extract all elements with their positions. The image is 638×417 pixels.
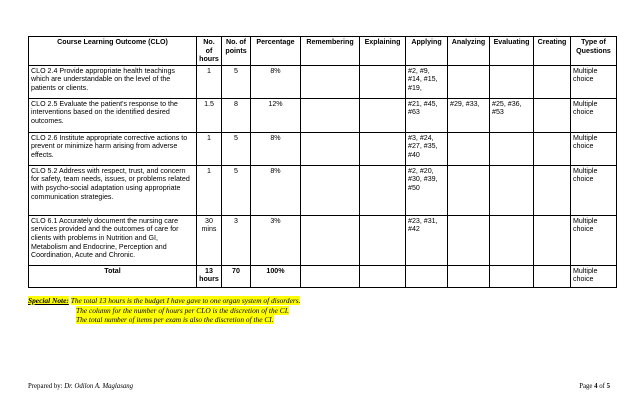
cell-creating bbox=[534, 132, 571, 165]
header-hours: No. of hours bbox=[197, 37, 222, 66]
prepared-by bbox=[28, 383, 133, 390]
cell-points: 5 bbox=[222, 132, 251, 165]
total-empty-cell bbox=[490, 265, 534, 287]
prepared-by-label: Prepared by: bbox=[28, 383, 63, 390]
total-empty-cell bbox=[448, 265, 490, 287]
total-row bbox=[29, 265, 617, 287]
cell-remembering bbox=[301, 98, 360, 132]
cell-analyzing bbox=[448, 215, 490, 265]
cell-hours: 1 bbox=[197, 165, 222, 215]
cell-clo: CLO 2.4 Provide appropriate health teachings which are understandable on the level of the patients or clients. bbox=[29, 65, 197, 98]
cell-percentage: 8% bbox=[251, 65, 301, 98]
cell-analyzing bbox=[448, 132, 490, 165]
cell-points: 5 bbox=[222, 165, 251, 215]
header-remembering: Remembering bbox=[301, 37, 360, 66]
cell-percentage: 12% bbox=[251, 98, 301, 132]
table-row bbox=[29, 165, 617, 215]
total-empty-cell bbox=[534, 265, 571, 287]
cell-applying: #3, #24, #27, #35, #40 bbox=[406, 132, 448, 165]
special-note-line-2: The column for the number of hours per CLO is the discretion of the CI. bbox=[76, 305, 290, 315]
cell-points: 5 bbox=[222, 65, 251, 98]
header-analyzing: Analyzing bbox=[448, 37, 490, 66]
header-evaluating: Evaluating bbox=[490, 37, 534, 66]
cell-clo: CLO 5.2 Address with respect, trust, and concern for safety, team needs, issues, or problems related with psycho-social adaptation using appropriate communication strategies. bbox=[29, 165, 197, 215]
cell-hours: 1 bbox=[197, 65, 222, 98]
clo-table bbox=[28, 36, 617, 288]
page-footer bbox=[28, 383, 610, 390]
special-note-label: Special Note: bbox=[28, 296, 69, 305]
total-label: Total bbox=[29, 265, 197, 287]
page-total: 5 bbox=[606, 383, 610, 390]
table-row bbox=[29, 132, 617, 165]
header-creating: Creating bbox=[534, 37, 571, 66]
special-note-line-3: The total number of items per exam is also the discretion of the CI. bbox=[76, 315, 274, 325]
cell-evaluating bbox=[490, 165, 534, 215]
cell-applying: #2, #20, #30, #39, #50 bbox=[406, 165, 448, 215]
cell-clo: CLO 2.5 Evaluate the patient's response to the interventions based on the identified desired outcomes. bbox=[29, 98, 197, 132]
cell-remembering bbox=[301, 132, 360, 165]
special-note bbox=[28, 296, 300, 325]
header-applying: Applying bbox=[406, 37, 448, 66]
cell-hours: 30 mins bbox=[197, 215, 222, 265]
page-number bbox=[579, 383, 610, 390]
cell-evaluating bbox=[490, 65, 534, 98]
cell-analyzing bbox=[448, 65, 490, 98]
cell-analyzing bbox=[448, 165, 490, 215]
table-row bbox=[29, 98, 617, 132]
cell-percentage: 8% bbox=[251, 132, 301, 165]
header-row bbox=[29, 37, 617, 66]
total-points: 70 bbox=[222, 265, 251, 287]
cell-evaluating bbox=[490, 132, 534, 165]
cell-applying: #2, #9, #14, #15, #19, bbox=[406, 65, 448, 98]
cell-type: Multiple choice bbox=[571, 98, 617, 132]
cell-explaining bbox=[360, 65, 406, 98]
cell-creating bbox=[534, 65, 571, 98]
cell-hours: 1 bbox=[197, 132, 222, 165]
cell-explaining bbox=[360, 98, 406, 132]
cell-applying: #21, #45, #63 bbox=[406, 98, 448, 132]
cell-explaining bbox=[360, 132, 406, 165]
cell-evaluating bbox=[490, 215, 534, 265]
cell-remembering bbox=[301, 65, 360, 98]
header-percentage: Percentage bbox=[251, 37, 301, 66]
cell-type: Multiple choice bbox=[571, 165, 617, 215]
cell-hours: 1.5 bbox=[197, 98, 222, 132]
cell-clo: CLO 6.1 Accurately document the nursing care services provided and the outcomes of care for clients with problems in Nutrition and GI, Metabolism and Endocrine, Perception and Coordination, Acute and Chronic. bbox=[29, 215, 197, 265]
cell-clo: CLO 2.6 Institute appropriate corrective actions to prevent or minimize harm arising from adverse effects. bbox=[29, 132, 197, 165]
header-type: Type of Questions bbox=[571, 37, 617, 66]
total-type: Multiple choice bbox=[571, 265, 617, 287]
cell-percentage: 8% bbox=[251, 165, 301, 215]
page-of: of bbox=[599, 383, 605, 390]
cell-type: Multiple choice bbox=[571, 132, 617, 165]
cell-analyzing: #29, #33, bbox=[448, 98, 490, 132]
cell-points: 8 bbox=[222, 98, 251, 132]
page-label: Page bbox=[579, 383, 593, 390]
page-current: 4 bbox=[594, 383, 598, 390]
total-percentage: 100% bbox=[251, 265, 301, 287]
prepared-by-name: Dr. Odilon A. Maglasang bbox=[64, 383, 134, 390]
table-row bbox=[29, 65, 617, 98]
header-explaining: Explaining bbox=[360, 37, 406, 66]
cell-type: Multiple choice bbox=[571, 215, 617, 265]
cell-type: Multiple choice bbox=[571, 65, 617, 98]
total-empty-cell bbox=[301, 265, 360, 287]
cell-applying: #23, #31, #42 bbox=[406, 215, 448, 265]
header-points: No. of points bbox=[222, 37, 251, 66]
cell-points: 3 bbox=[222, 215, 251, 265]
cell-explaining bbox=[360, 215, 406, 265]
cell-explaining bbox=[360, 165, 406, 215]
cell-creating bbox=[534, 98, 571, 132]
cell-percentage: 3% bbox=[251, 215, 301, 265]
cell-creating bbox=[534, 215, 571, 265]
cell-evaluating: #25, #36, #53 bbox=[490, 98, 534, 132]
header-clo: Course Learning Outcome (CLO) bbox=[29, 37, 197, 66]
cell-remembering bbox=[301, 215, 360, 265]
cell-creating bbox=[534, 165, 571, 215]
table-row bbox=[29, 215, 617, 265]
total-empty-cell bbox=[360, 265, 406, 287]
special-note-line-1: The total 13 hours is the budget I have gave to one organ system of disorders. bbox=[70, 296, 301, 305]
total-empty-cell bbox=[406, 265, 448, 287]
cell-remembering bbox=[301, 165, 360, 215]
total-hours: 13 hours bbox=[197, 265, 222, 287]
